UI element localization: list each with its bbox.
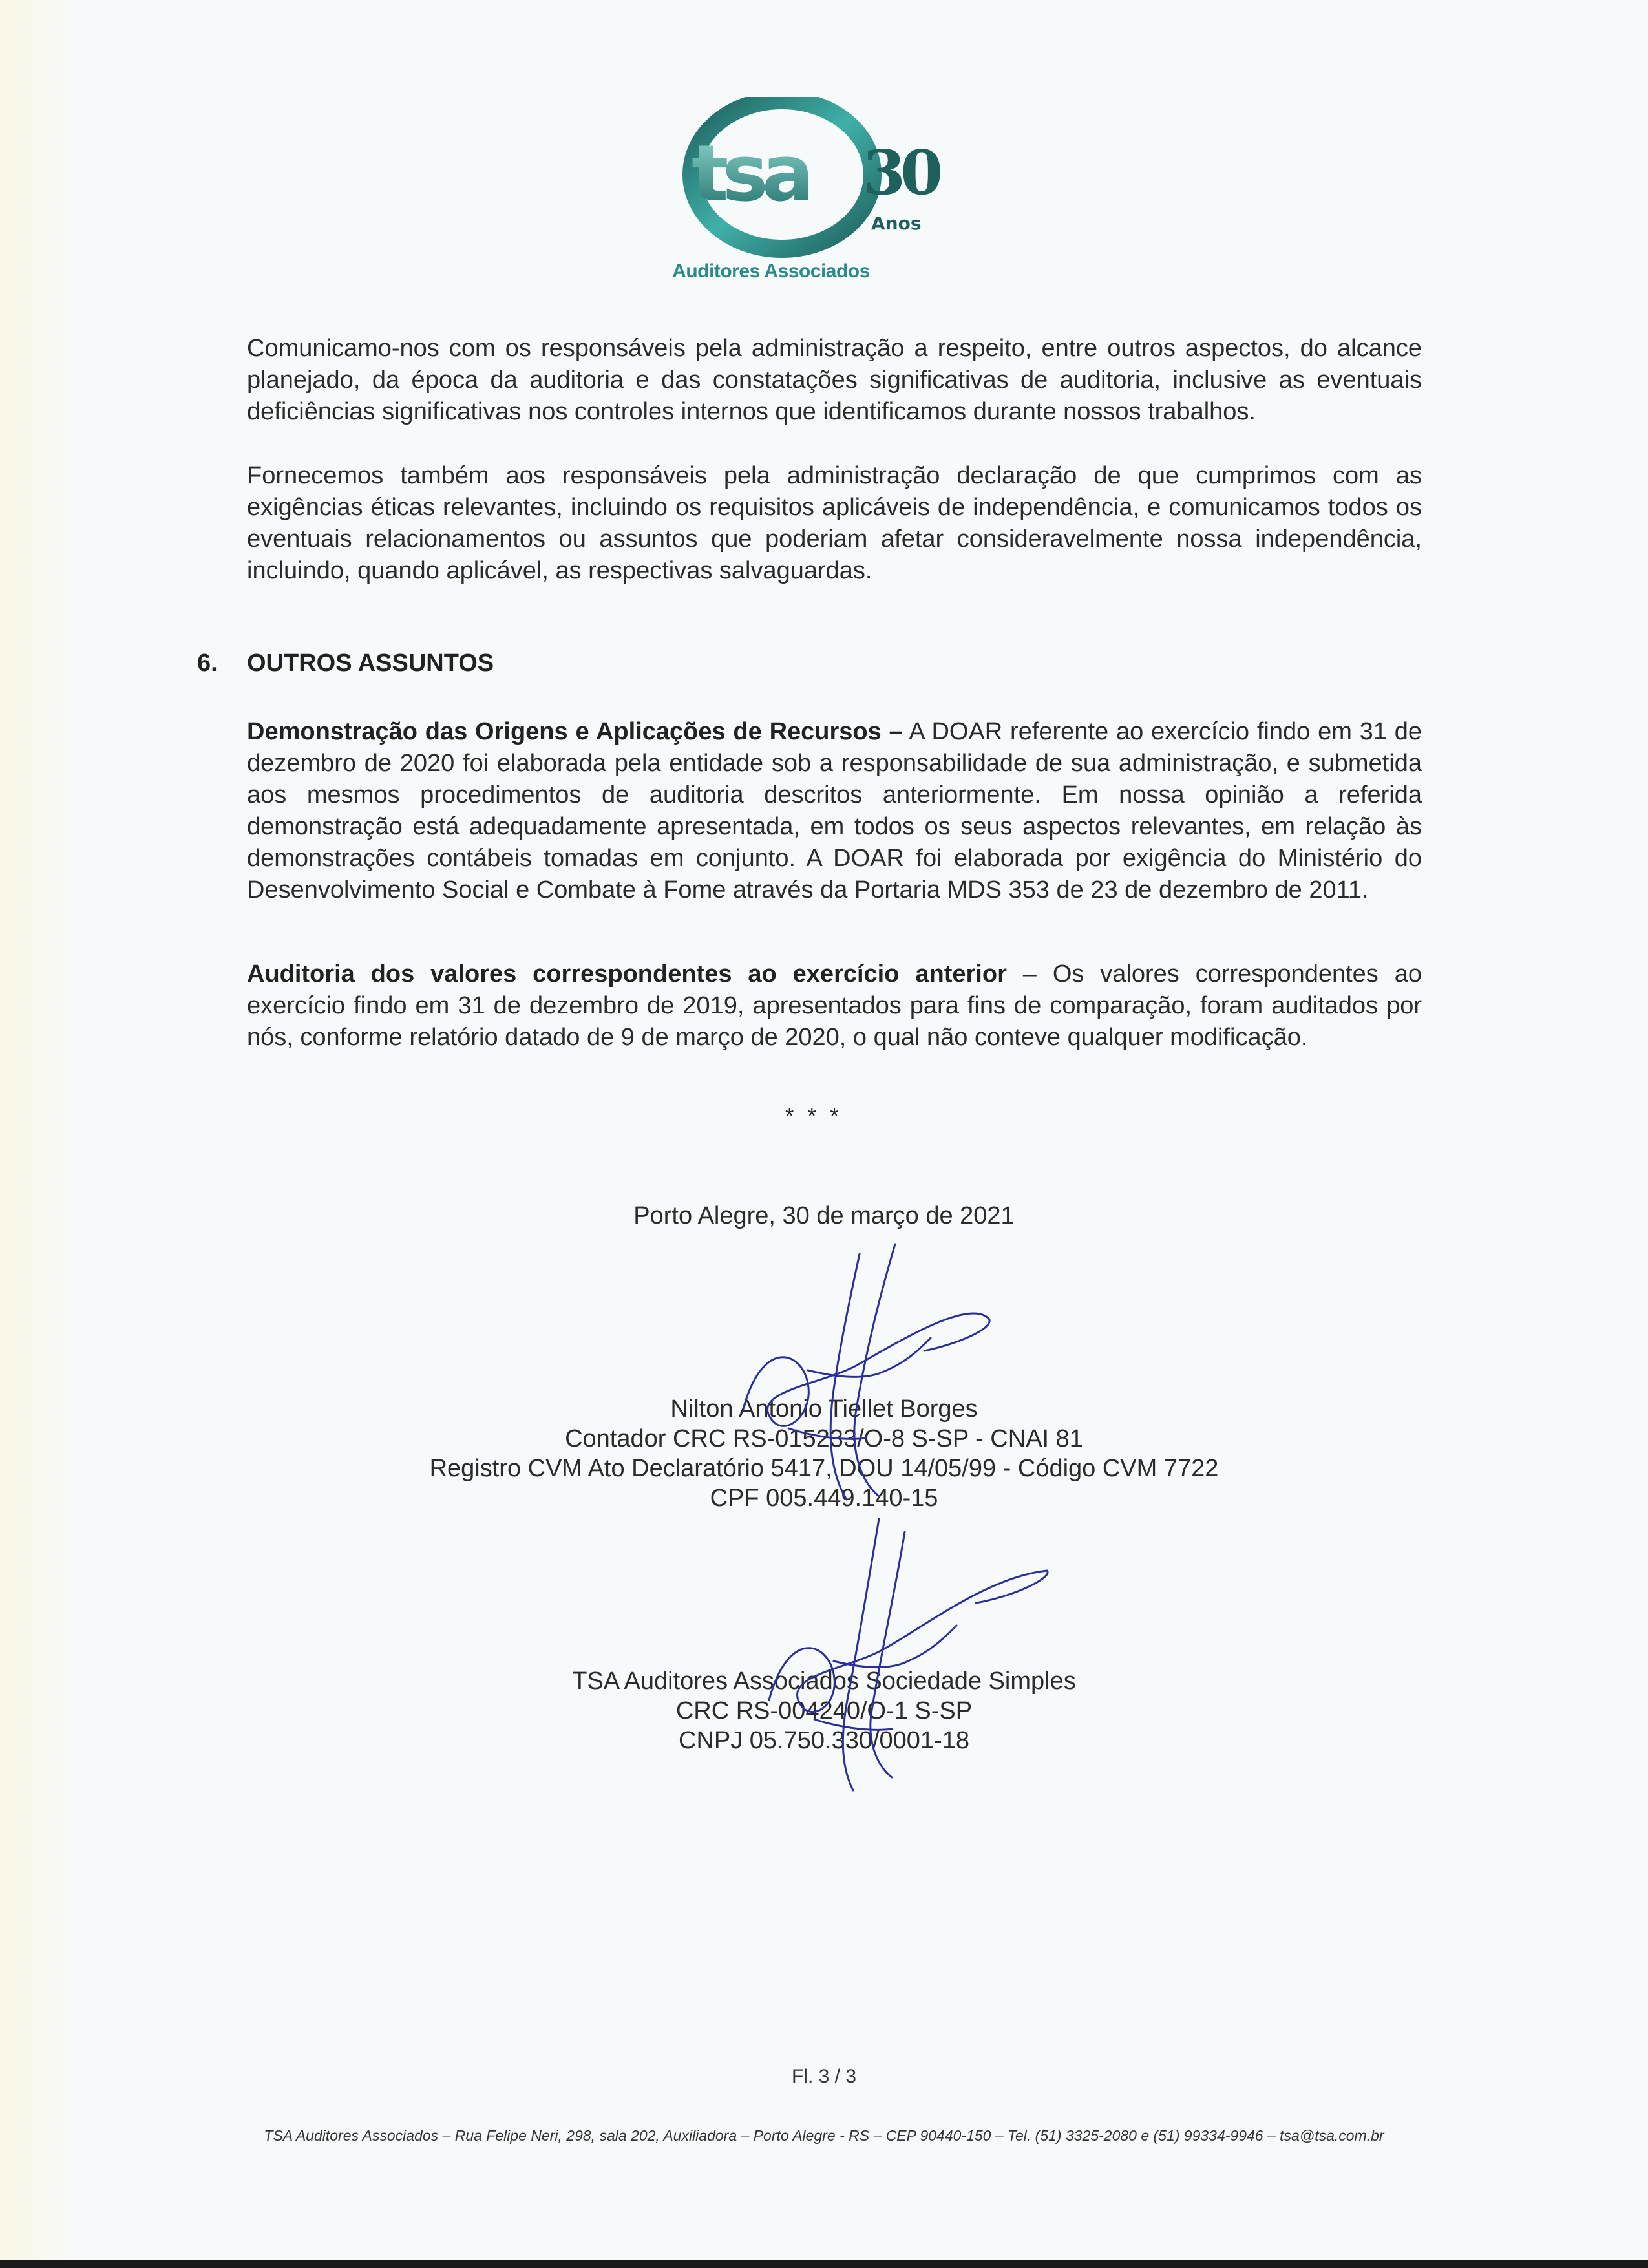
signatory-2-crc: CRC RS-004240/O-1 S-SP: [675, 1697, 973, 1724]
signatory-1-name: Nilton Antonio Tiellet Borges: [670, 1395, 978, 1423]
scan-border: [0, 2260, 1648, 2268]
svg-text:tsa: tsa: [692, 129, 808, 219]
prior-text: – Os valores correspondentes ao exercício findo em 31 de dezembro de 2019, apresentados para fins de comparação, foram auditados por nós, conforme relatório datado de 9 de março de 2020, o qual não conteve qualquer modificação.: [247, 960, 1422, 1051]
section-title: OUTROS ASSUNTOS: [247, 650, 494, 677]
letterhead-footer: TSA Auditores Associados – Rua Felipe Neri, 298, sala 202, Auxiliadora – Porto Alegre - RS – CEP 90440-150 – Tel. (51) 3325-2080 e (51) 99334-9946 – tsa@tsa.com.br: [264, 2127, 1384, 2144]
logo-subtitle: Auditores Associados: [672, 260, 870, 282]
handwritten-signature-1: [711, 1241, 1073, 1512]
signatory-1-crc: Contador CRC RS-015233/O-8 S-SP - CNAI 81: [565, 1425, 1083, 1452]
doar-text: A DOAR referente ao exercício findo em 31 de dezembro de 2020 foi elaborada pela entidade sob a responsabilidade de sua administração, e submetida aos mesmos procedimentos de auditoria descritos anteriormente. Em nossa opinião a referida demonstração está adequadamente apresentada, em todos os seus aspectos relevantes, em relação às demonstrações contábeis tomadas em conjunto. A DOAR foi elaborada por exigência do Ministério do Desenvolvimento Social e Combate à Fome através da Portaria MDS 353 de 23 de dezembro de 2011.: [247, 718, 1422, 904]
signatory-1-cvm: Registro CVM Ato Declaratório 5417, DOU 14/05/99 - Código CVM 7722: [429, 1455, 1219, 1482]
signatory-2-name: TSA Auditores Associados Sociedade Simples: [572, 1668, 1076, 1695]
paragraph-communication: Comunicamo-nos com os responsáveis pela administração a respeito, entre outros aspectos, do alcance planejado, da época da auditoria e das constatações significativas de auditoria, inclusive as eventuais deficiências significativas nos controles internos que identificamos durante nossos trabalhos.: [247, 335, 1422, 425]
section-heading: [197, 650, 494, 677]
paragraph-doar: [247, 716, 1422, 906]
svg-text:30: 30: [863, 137, 938, 209]
paragraph-prior-year: [247, 959, 1422, 1054]
section-number: 6.: [197, 650, 218, 677]
svg-text:Anos: Anos: [871, 213, 922, 234]
place-date: Porto Alegre, 30 de março de 2021: [633, 1202, 1015, 1229]
signatory-2-cnpj: CNPJ 05.750.330/0001-18: [679, 1727, 969, 1754]
paragraph-independence: Fornecemos também aos responsáveis pela administração declaração de que cumprimos com as exigências éticas relevantes, incluindo os requisitos aplicáveis de independência, e comunicamos todos os eventuais relacionamentos ou assuntos que poderiam afetar consideravelmente nossa independência, incluindo, quando aplicável, as respectivas salvaguardas.: [247, 462, 1422, 584]
paper-edge: [0, 0, 78, 2268]
prior-lead: Auditoria dos valores correspondentes ao exercício anterior: [247, 960, 1007, 988]
tsa-logo-graphic: [666, 97, 956, 265]
page-number: Fl. 3 / 3: [791, 2066, 857, 2087]
signatory-1-cpf: CPF 005.449.140-15: [710, 1485, 938, 1512]
separator: * * *: [785, 1104, 843, 1129]
handwritten-signature-2: [743, 1512, 1079, 1797]
doar-lead: Demonstração das Origens e Aplicações de Recursos –: [247, 718, 903, 745]
